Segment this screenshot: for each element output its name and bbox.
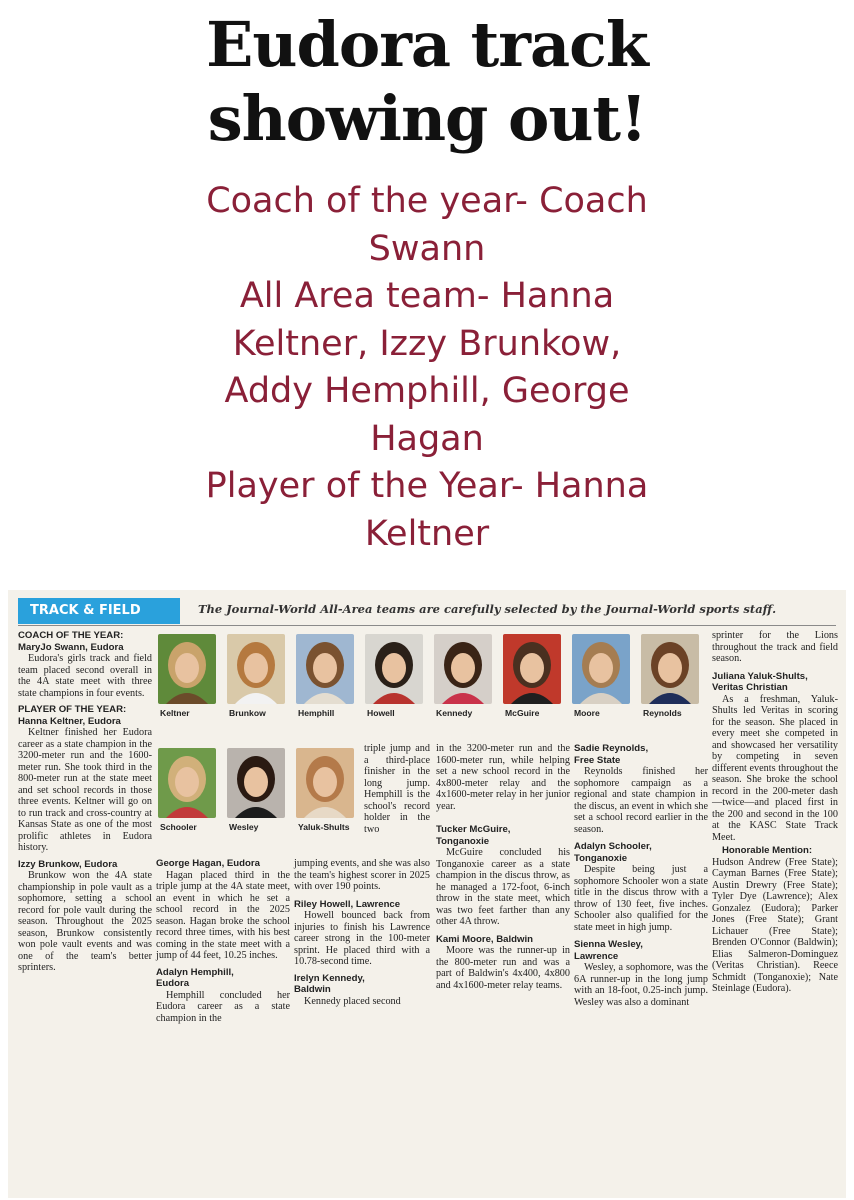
column-6 [712, 630, 838, 995]
photo-caption: Moore [574, 708, 600, 718]
section-tagline: The Journal-World All-Area teams are carefully selected by the Journal-World sports staff. [198, 602, 777, 616]
column-5 [574, 743, 708, 1008]
adalyn-s-school: Tonganoxie [574, 852, 628, 864]
juliana-heading: Juliana Yaluk-Shults, [712, 670, 808, 682]
irelyn-body: Kennedy placed second [304, 995, 401, 1007]
adalyn-h-body: Hemphill concluded her Eudora career as a state champion in the [156, 989, 290, 1024]
irelyn-heading: Irelyn Kennedy, [294, 972, 365, 984]
headline-line-1: Eudora track [206, 8, 648, 81]
adalyn-s-body: Despite being just a sophomore Schooler won a state title in the discus throw with a throw of 130 feet, five inches. Schooler also qualified for the state meet in high jump. [574, 864, 708, 933]
riley-heading: Riley Howell, Lawrence [294, 898, 401, 910]
tucker-body: McGuire concluded his Tonganoxie career as a state champion in the discus throw, as he managed a 172-foot, 6-inch throw in the state meet, which was two feet farther than any other 4A throw. [436, 847, 570, 927]
adalyn-h-school: Eudora [156, 978, 190, 989]
george-heading: George Hagan, Eudora [156, 858, 260, 869]
sadie-school: Free State [574, 754, 621, 766]
athlete-photo [503, 634, 561, 704]
kami-body: Moore was the runner-up in the 800-meter run and was a part of Baldwin's 4x400, 4x800 and 4x1600-meter relay teams. [436, 945, 570, 991]
photo-caption: Howell [367, 708, 395, 718]
sadie-heading: Sadie Reynolds, [574, 743, 649, 754]
awards-line-7: Player of the Year- Hanna [205, 466, 649, 506]
poy-body: Keltner finished her Eudora career as a state champion in the 3200-meter run and the 1600-meter run. She took third in the 800-meter run at the state meet and set school records in those three events. Keltner will go on to run track and cross-country at Kansas State as one of the most prolific athletes in Eudora history. [18, 727, 152, 853]
athlete-photo [158, 748, 216, 818]
sienna-heading: Sienna Wesley, [574, 939, 643, 950]
photo-caption: Hemphill [298, 708, 335, 718]
athlete-photo [158, 634, 216, 704]
coach-body: Eudora's girls track and field team placed second overall in the 4A state meet with three state champions in four events. [18, 653, 152, 699]
column-3-top [364, 743, 430, 835]
section-banner: TRACK & FIELD [18, 598, 180, 624]
headline-line-2: showing out! [207, 82, 647, 155]
coach-heading: COACH OF THE YEAR: [18, 630, 124, 641]
adalyn-h-heading: Adalyn Hemphill, [156, 966, 234, 978]
kami-heading: Kami Moore, Baldwin [436, 933, 534, 945]
coach-name: MaryJo Swann, Eudora [18, 641, 124, 653]
column-1 [18, 630, 152, 974]
photo-caption: Schooler [160, 822, 197, 832]
photo-caption: Brunkow [229, 708, 266, 718]
sienna-school: Lawrence [574, 950, 619, 962]
izzy-heading: Izzy Brunkow, Eudora [18, 858, 118, 870]
george-body: Hagan placed third in the triple jump at the 4A state meet, an event in which he set a school record in the 2025 season. Hagan broke the school record three times, with his best coming in the state meet with a jump of 44 feet, 10.25 inches. [156, 869, 290, 961]
adalyn-s-heading: Adalyn Schooler, [574, 841, 652, 852]
photo-caption: McGuire [505, 708, 540, 718]
riley-body: Howell bounced back from injuries to finish his Lawrence career strong in the 100-meter sprint. He placed third with a 10.78-second time. [294, 910, 430, 967]
sadie-body: Reynolds finished her sophomore campaign as a regional and state champion in the discus, an event in which she set a school record earlier in the season. [574, 766, 708, 835]
column-3 [294, 858, 430, 1007]
photo-caption: Wesley [229, 822, 259, 832]
poy-heading: PLAYER OF THE YEAR: [18, 704, 127, 715]
awards-line-3: All Area team- Hanna [239, 276, 615, 316]
honorable-mention-label: Honorable Mention: [722, 845, 813, 856]
juliana-body: As a freshman, Yaluk-Shults led Veritas in scoring for the season. She placed in every meet she competed in and showcased her versatility by competing in seven different events throughout the season. She broke the school record in the 200-meter dash—twice—and placed first in the 200 and second in the 100 at the KASC State Track Meet. [712, 693, 838, 843]
honorable-mention-body: Hudson Andrew (Free State); Cayman Barnes (Free State); Austin Drewry (Free State); Tyler Dye (Lawrence); Alex Gonzalez (Eudora); Parker Jones (Free State); Grant Lichauer (Free State); Brenden O'Connor (Baldwin); Elias Salmeron-Dominguez (Veritas Christian). Reece Schmidt (Tonganoxie); Nate Steinlage (Eudora). [712, 856, 838, 994]
tucker-school: Tonganoxie [436, 835, 490, 847]
column-2 [156, 858, 290, 1024]
athlete-photo [227, 634, 285, 704]
photo-caption: Reynolds [643, 708, 682, 718]
photo-caption: Kennedy [436, 708, 473, 718]
kennedy-text: in the 3200-meter run and the 1600-meter run, while helping set a new school record in the 4x800-meter relay and the 4x1600-meter relay in her junior year. [436, 743, 570, 812]
awards-line-2: Swann [368, 228, 486, 269]
athlete-photo [572, 634, 630, 704]
athlete-photo [296, 748, 354, 818]
tucker-heading: Tucker McGuire, [436, 824, 511, 835]
awards-line-4: Keltner, Izzy Brunkow, [232, 323, 622, 364]
photo-caption: Yaluk-Shults [298, 822, 350, 832]
newspaper-clipping [8, 590, 846, 1198]
awards-line-1: Coach of the year- Coach [206, 181, 648, 221]
photo-caption: Keltner [160, 708, 190, 718]
izzy-body: Brunkow won the 4A state championship in pole vault as a sophomore, setting a school record for pole vault during the season. Throughout the 2025 season, Brunkow consistently won pole vault events and was one of the team's better sprinters. [18, 870, 152, 973]
hemphill-text-cont: jumping events, and she was also the team's highest scorer in 2025 with over 190 points. [294, 858, 430, 892]
athlete-photo [434, 634, 492, 704]
awards-summary [20, 178, 834, 558]
poy-name: Hanna Keltner, Eudora [18, 715, 121, 727]
juliana-school: Veritas Christian [712, 682, 788, 693]
athlete-photo [296, 634, 354, 704]
sienna-text-cont: sprinter for the Lions throughout the track and field season. [712, 630, 838, 664]
awards-line-8: Keltner [364, 513, 490, 554]
headline [0, 8, 854, 156]
athlete-photo [365, 634, 423, 704]
athlete-photo [641, 634, 699, 704]
divider [18, 625, 836, 626]
awards-line-6: Hagan [370, 418, 484, 459]
hemphill-text-top: triple jump and a third-place finisher in the long jump. Hemphill is the school's record holder in the two [364, 743, 430, 835]
column-4 [436, 743, 570, 991]
athlete-photo [227, 748, 285, 818]
awards-line-5: Addy Hemphill, George [224, 371, 630, 411]
sienna-body: Wesley, a sophomore, was the 6A runner-up in the long jump with an 18-foot, 0.25-inch jump. Wesley was also a dominant [574, 962, 708, 1008]
irelyn-school: Baldwin [294, 984, 331, 995]
